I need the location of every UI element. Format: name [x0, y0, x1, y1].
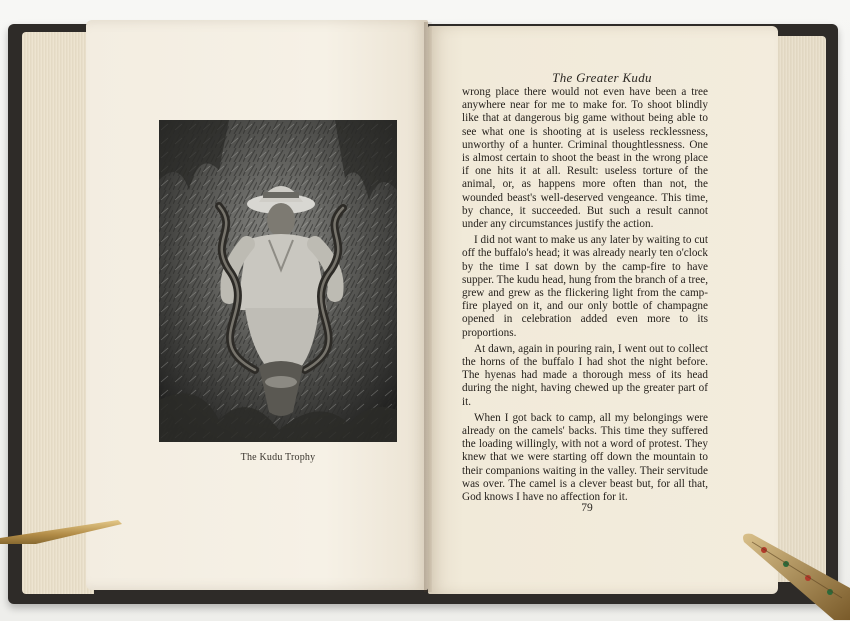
ornate-page-weight — [734, 528, 850, 620]
running-head-title: The Greater Kudu — [552, 70, 652, 85]
page-number: 79 — [581, 502, 593, 514]
page-body-text — [462, 86, 708, 507]
kudu-trophy-photo — [159, 120, 397, 442]
brass-letter-opener — [0, 520, 140, 544]
photo-caption: The Kudu Trophy — [240, 452, 316, 463]
book-gutter — [424, 22, 432, 592]
right-page-edges — [770, 36, 826, 582]
paragraph: I did not want to make us any later by waiting to cut off the buffalo's head; it was already nearly ten o'clock by the time I sat down by the camp-fire to have supper. The kudu head, hung from the branch of a tree, grew and grew as the flickering light from the camp-fire played on it, and our only bottle of champagne opened in celebration added even more to its proportions. — [462, 234, 708, 339]
paragraph: wrong place there would not even have been a tree anywhere near for me to make for. To shoot blindly like that at dangerous big game without being able to see what one is shooting at is useless recklessness, unworthy of a hunter. Criminal thoughtlessness. One is almost certain to shoot the beast in the wrong place if one hits it at all. Result: useless torture of the animal, or, as happens more often than not, the wounded beast's well-deserved vengeance. This time, by chance, it succeeded. But such a result cannot under any circumstances justify the action. — [462, 86, 708, 231]
paragraph: When I got back to camp, all my belongings were already on the camels' backs. This time they suffered the loading willingly, with not a word of protest. They knew that we were starting off down the mountain to their companions waiting in the valley. Their servitude was over. The camel is a clever beast but, for all that, God knows I have no affection for it. — [462, 411, 708, 504]
left-page-edges — [22, 32, 94, 594]
paragraph: At dawn, again in pouring rain, I went out to collect the horns of the buffalo I had shot the night before. The hyenas had made a thorough mess of its head during the night, having chewed up the greater part of it. — [462, 342, 708, 408]
photo-illustration — [159, 120, 397, 442]
